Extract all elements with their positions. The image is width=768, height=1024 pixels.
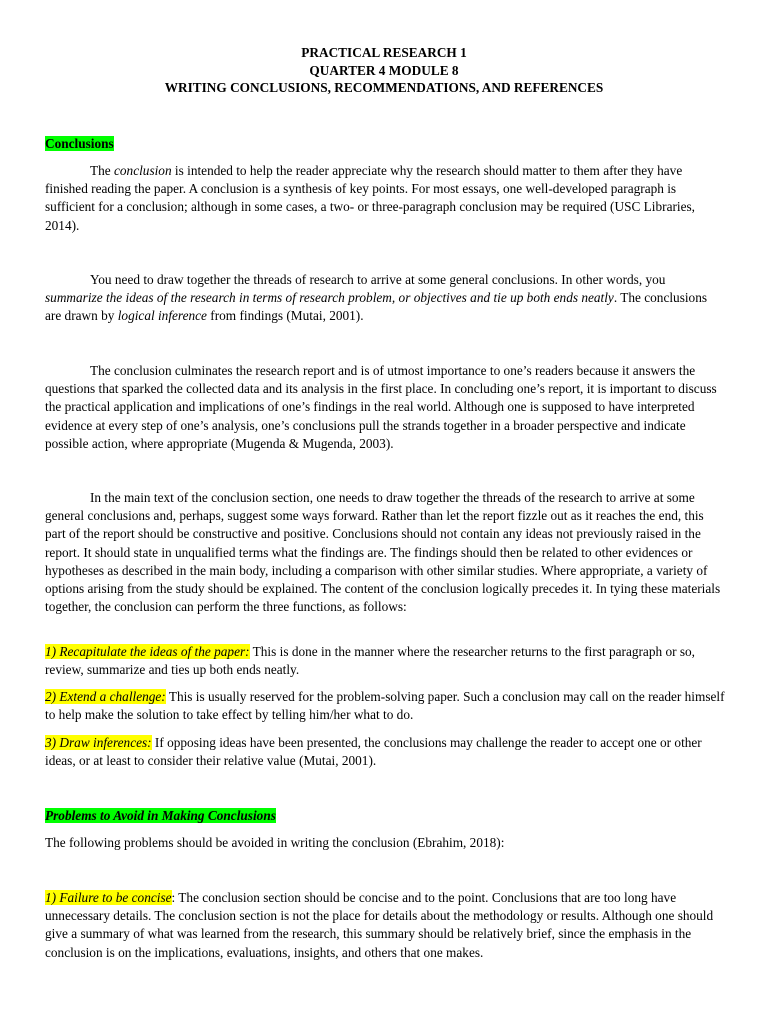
p1-text-a: The xyxy=(90,163,114,178)
function-label: 1) Recapitulate the ideas of the paper: xyxy=(45,644,250,659)
conclusions-paragraph-4: In the main text of the conclusion section, one needs to draw together the threads of the research to arrive at some general conclusions and, perhaps, suggest some ways forward. Rather than let the report fizzle out as it reaches the end, this part of the report should be constructive and positive. Conclusions should not contain any ideas not previously raised in the report. It should state in unqualified terms what the findings are. The findings should then be related to other evidences or hypotheses as described in the main body, including a comparison with other similar studies. Where appropriate, a variety of options arising from the study should be explained. The content of the conclusion logically precedes it. In tying these materials together, the conclusion can perform the three functions, as follows: xyxy=(45,490,721,615)
p2-text-c: . The conclusions are drawn by xyxy=(45,290,708,324)
function-label: 2) Extend a challenge: xyxy=(45,689,166,704)
p2-text-e: from findings (Mutai, 2001). xyxy=(206,308,364,324)
function-text: If opposing ideas have been presented, the conclusions may challenge the reader to accept one or other ideas, or at least to consider their relative value (Mutai, 2001). xyxy=(45,735,702,769)
problem-label: 1) Failure to be concise xyxy=(45,890,172,905)
function-text: This is done in the manner where the researcher returns to the first paragraph or so, review, summarize and ties up both ends neatly. xyxy=(45,644,695,678)
problem-text: : The conclusion section should be concise and to the point. Conclusions that are too long have unnecessary details. The conclusion section is not the place for details about the methodology or results. Although one should give a summary of what was learned from the research, this summary should be relatively brief, since the emphasis in the conclusion is on the implications, evaluations, insights, and others that one makes. xyxy=(45,890,714,960)
document-header xyxy=(0,44,768,97)
problems-heading-text: Problems to Avoid in Making Conclusions xyxy=(45,808,276,823)
function-item xyxy=(45,688,725,724)
header-quarter-module: QUARTER 4 MODULE 8 xyxy=(309,62,459,78)
function-text: This is usually reserved for the problem-solving paper. Such a conclusion may call on the reader himself to help make the solution to take effect by telling him/her what to do. xyxy=(45,689,725,723)
p1-term-conclusion: conclusion xyxy=(114,163,172,178)
function-label: 3) Draw inferences: xyxy=(45,735,152,750)
header-module-title: WRITING CONCLUSIONS, RECOMMENDATIONS, AND REFERENCES xyxy=(164,80,604,95)
function-item xyxy=(45,734,725,770)
conclusions-paragraph-2 xyxy=(45,271,725,326)
p1-text-c: is intended to help the reader appreciate why the research should matter to them after they have finished reading the paper. A conclusion is a synthesis of key points. For most essays, one well-developed paragraph is sufficient for a conclusion; although in some cases, a two- or three-paragraph conclusion may be required (USC Libraries, 2014). xyxy=(45,163,695,233)
header-course-title: PRACTICAL RESEARCH 1 xyxy=(301,45,467,60)
conclusions-heading xyxy=(45,135,725,153)
problems-heading xyxy=(45,807,725,825)
conclusions-paragraph-1 xyxy=(45,162,725,235)
conclusions-paragraph-3: The conclusion culminates the research report and is of utmost importance to one’s readers because it answers the questions that sparked the collected data and its analysis in the first place. In concluding one’s report, it is important to discuss the practical application and implications of one’s findings in the real world. Although one is supposed to have interpreted evidence at every step of one’s analysis, one’s conclusions pull the strands together in a broader perspective and indicate possible action, where appropriate (Mugenda & Mugenda, 2003). xyxy=(45,363,717,451)
problems-intro: The following problems should be avoided in writing the conclusion (Ebrahim, 2018): xyxy=(45,835,505,850)
conclusions-heading-text: Conclusions xyxy=(45,136,114,151)
problem-item xyxy=(45,889,725,962)
function-item xyxy=(45,643,725,679)
p2-emphasis-summarize: summarize the ideas of the research in terms of research problem, or objectives and tie up both ends neatly xyxy=(45,290,614,306)
p2-text-a: You need to draw together the threads of research to arrive at some general conclusions. In other words, you xyxy=(90,272,666,287)
p2-term-logical-inference: logical inference xyxy=(117,308,207,324)
